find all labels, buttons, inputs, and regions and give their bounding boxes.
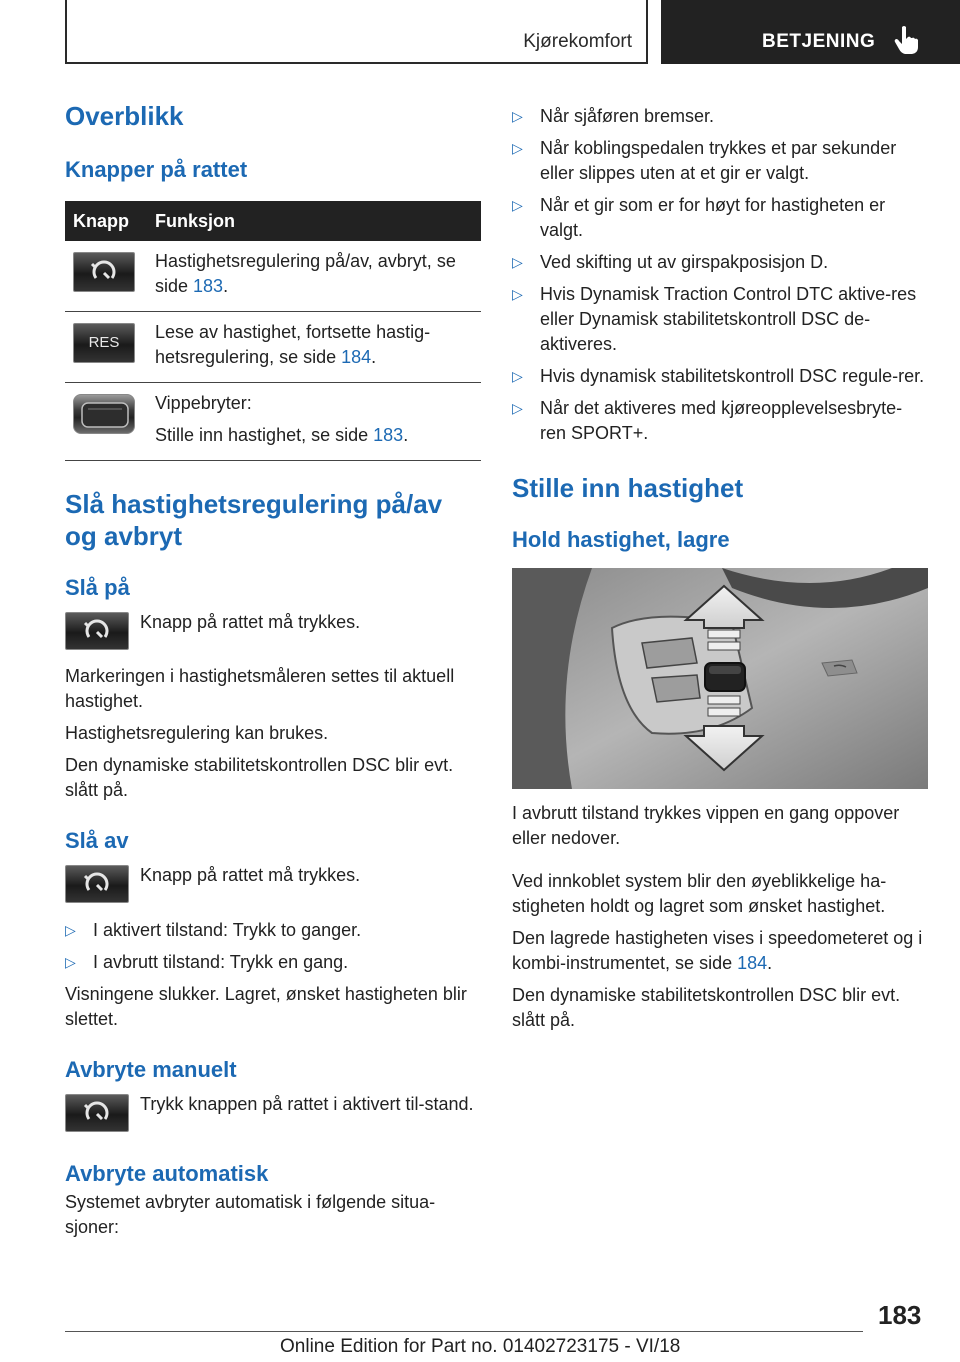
table-row [65, 312, 481, 383]
list-item-text: Hvis dynamisk stabilitetskontroll DSC regule-rer. [540, 366, 925, 386]
row-text: Stille inn hastighet, se side [155, 425, 374, 445]
row-text: Lese av hastighet, fortsette hastig-hetsregulering, se side [155, 322, 431, 367]
row-text-line1: Vippebryter: [155, 393, 252, 413]
steering-wheel-rocker-photo [512, 568, 928, 789]
off-instruction [65, 863, 481, 903]
hold-paragraph-2: Ved innkoblet system blir den øyeblikkelige ha-stigheten holdt og lagret som ønsket hastighet. [512, 871, 887, 916]
list-item [512, 136, 928, 186]
triangle-bullet-icon: ▷ [512, 254, 523, 270]
triangle-bullet-icon: ▷ [512, 368, 523, 384]
heading-manual-cancel: Avbryte manuelt [65, 1057, 237, 1082]
header-section-box [65, 0, 648, 64]
res-button-icon: RES [73, 323, 135, 363]
triangle-bullet-icon: ▷ [512, 197, 523, 213]
heading-auto-cancel: Avbryte automatisk [65, 1161, 269, 1186]
heading-switch-on-off: Slå hastighetsregulering på/av og avbryt [65, 489, 443, 551]
cruise-control-button-icon [65, 1094, 129, 1132]
table-row [65, 241, 481, 312]
row-text-tail: . [403, 425, 409, 445]
section-title: Kjørekomfort [523, 31, 632, 52]
table-header-row [65, 201, 481, 241]
list-item [512, 193, 928, 243]
page-link[interactable]: 184 [737, 953, 768, 973]
table-row [65, 383, 481, 461]
on-paragraph-3: Den dynamiske stabilitetskontrollen DSC blir evt. slått på. [65, 755, 454, 800]
pointing-hand-icon [894, 25, 920, 55]
left-column [65, 100, 481, 1240]
list-item-text: Når et gir som er for høyt for hastigheten er valgt. [540, 195, 886, 240]
triangle-bullet-icon: ▷ [512, 400, 523, 416]
page-link[interactable]: 183 [193, 276, 224, 296]
list-item [512, 282, 928, 357]
list-item-text: Hvis Dynamisk Traction Control DTC aktive-res eller Dynamisk stabilitetskontroll DSC de-aktiveres. [540, 284, 917, 354]
auto-cancel-list [512, 104, 928, 446]
triangle-bullet-icon: ▷ [65, 954, 76, 970]
heading-buttons: Knapper på rattet [65, 157, 248, 182]
table-header-function: Funksjon [149, 201, 481, 241]
list-item-text: I aktivert tilstand: Trykk to ganger. [93, 920, 362, 940]
on-instruction [65, 610, 481, 650]
page-link[interactable]: 183 [373, 425, 404, 445]
triangle-bullet-icon: ▷ [512, 286, 523, 302]
row-text-tail: . [371, 347, 377, 367]
triangle-bullet-icon: ▷ [512, 140, 523, 156]
row-text: Hastighetsregulering på/av, avbryt, se side [155, 251, 456, 296]
list-item [512, 250, 928, 275]
page-number: 183 [878, 1300, 922, 1330]
cruise-control-button-icon [65, 612, 129, 650]
heading-overview: Overblikk [65, 101, 184, 131]
cruise-control-button-icon [73, 252, 135, 292]
edition-note: Online Edition for Part no. 01402723175 - VI/18 [280, 1336, 681, 1357]
header-chapter-box [661, 0, 960, 64]
hold-paragraph-3-tail: . [767, 953, 773, 973]
triangle-bullet-icon: ▷ [512, 108, 523, 124]
list-item [65, 918, 481, 943]
cruise-control-button-icon [65, 865, 129, 903]
list-item [512, 396, 928, 446]
hold-paragraph-3 [512, 926, 928, 976]
auto-text: Systemet avbryter automatisk i følgende situa-sjoner: [65, 1192, 436, 1237]
rocker-switch-icon [73, 394, 135, 434]
manual-text: Trykk knappen på rattet i aktivert til-stand. [140, 1094, 474, 1114]
list-item-text: Ved skifting ut av girspakposisjon D. [540, 252, 829, 272]
off-paragraph: Visningene slukker. Lagret, ønsket hastigheten blir slettet. [65, 984, 467, 1029]
list-item-text: Når det aktiveres med kjøreopplevelsesbryte-ren SPORT+. [540, 398, 903, 443]
list-item-text: Når sjåføren bremser. [540, 106, 715, 126]
off-list [65, 918, 481, 975]
hold-paragraph-3-text: Den lagrede hastigheten vises i speedometeret og i kombi-instrumentet, se side [512, 928, 923, 973]
heading-hold-store: Hold hastighet, lagre [512, 527, 730, 552]
right-column [512, 100, 928, 1033]
list-item [65, 950, 481, 975]
button-function-table [65, 201, 481, 461]
triangle-bullet-icon: ▷ [65, 922, 76, 938]
heading-set-speed: Stille inn hastighet [512, 473, 744, 503]
off-press-text: Knapp på rattet må trykkes. [140, 865, 361, 885]
manual-instruction [65, 1092, 481, 1132]
hold-paragraph-1: I avbrutt tilstand trykkes vippen en gang oppover eller nedover. [512, 803, 900, 848]
on-press-text: Knapp på rattet må trykkes. [140, 612, 361, 632]
list-item-text: I avbrutt tilstand: Trykk en gang. [93, 952, 349, 972]
chapter-title: BETJENING [762, 31, 876, 52]
heading-on: Slå på [65, 575, 130, 600]
row-text-tail: . [223, 276, 229, 296]
heading-off: Slå av [65, 828, 129, 853]
footer-divider [65, 1331, 863, 1332]
page-link[interactable]: 184 [341, 347, 372, 367]
table-header-button: Knapp [65, 201, 149, 241]
on-paragraph-2: Hastighetsregulering kan brukes. [65, 723, 329, 743]
list-item [512, 104, 928, 129]
hold-paragraph-4: Den dynamiske stabilitetskontrollen DSC blir evt. slått på. [512, 985, 901, 1030]
list-item [512, 364, 928, 389]
on-paragraph-1: Markeringen i hastighetsmåleren settes til aktuell hastighet. [65, 666, 455, 711]
list-item-text: Når koblingspedalen trykkes et par sekunder eller slippes uten at et gir er valgt. [540, 138, 897, 183]
